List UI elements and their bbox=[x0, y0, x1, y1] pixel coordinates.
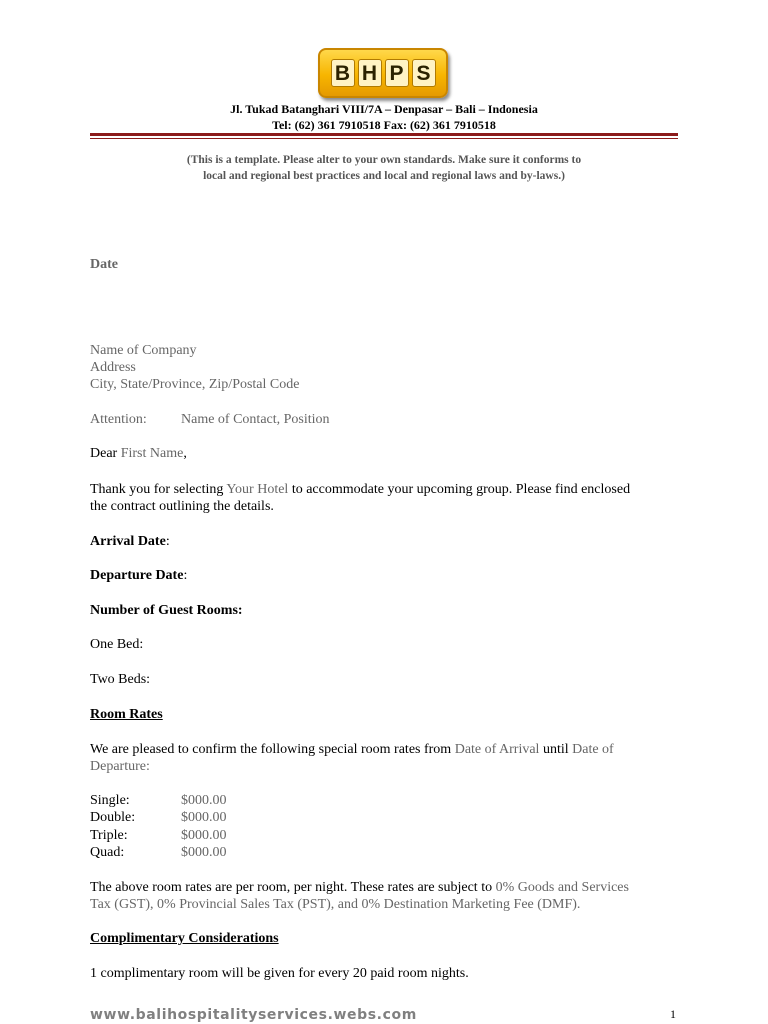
complimentary-heading: Complimentary Considerations bbox=[90, 931, 279, 946]
salutation-prefix: Dear bbox=[90, 446, 121, 461]
header-phone: Tel: (62) 361 7910518 Fax: (62) 361 7910518 bbox=[272, 118, 496, 132]
one-bed: One Bed: bbox=[90, 637, 144, 652]
thanks-text: Thank you for selecting bbox=[90, 482, 227, 497]
tax-paragraph-line1 bbox=[90, 879, 629, 896]
logo-letter: S bbox=[412, 59, 436, 87]
rate-quad-value: $000.00 bbox=[181, 845, 227, 860]
confirm-paragraph-line2: Departure: bbox=[90, 759, 150, 774]
two-beds: Two Beds: bbox=[90, 672, 151, 687]
rate-double-label: Double: bbox=[90, 810, 136, 825]
logo-letter: H bbox=[358, 59, 382, 87]
page-number: 1 bbox=[670, 1007, 676, 1021]
rate-double-value: $000.00 bbox=[181, 810, 227, 825]
template-note-line2: local and regional best practices and local and regional laws and by-laws.) bbox=[203, 170, 565, 182]
attention-value: Name of Contact, Position bbox=[181, 412, 330, 427]
tax-text: The above room rates are per room, per night. These rates are subject to bbox=[90, 880, 496, 895]
company-name: Name of Company bbox=[90, 343, 197, 358]
tax-placeholder: 0% Goods and Services bbox=[495, 880, 629, 895]
footer-url: www.balihospitalityservices.webs.com bbox=[90, 1007, 417, 1023]
rate-single-value: $000.00 bbox=[181, 793, 227, 808]
thanks-paragraph-line1 bbox=[90, 481, 630, 498]
logo-letter: B bbox=[331, 59, 355, 87]
complimentary-text: 1 complimentary room will be given for every 20 paid room nights. bbox=[90, 966, 469, 981]
header-address: Jl. Tukad Batanghari VIII/7A – Denpasar – Bali – Indonesia bbox=[230, 102, 538, 116]
attention-label: Attention: bbox=[90, 412, 147, 427]
confirm-text: We are pleased to confirm the following special room rates from bbox=[90, 742, 455, 757]
rate-triple-label: Triple: bbox=[90, 828, 128, 843]
guest-rooms-heading: Number of Guest Rooms: bbox=[90, 603, 243, 618]
logo-letter: P bbox=[385, 59, 409, 87]
confirm-paragraph-line1 bbox=[90, 741, 614, 758]
arrival-date bbox=[90, 533, 170, 550]
arrival-placeholder: Date of Arrival bbox=[454, 742, 540, 757]
departure-placeholder: Date of bbox=[572, 742, 614, 757]
header-rule-thin bbox=[90, 138, 678, 139]
room-rates-heading: Room Rates bbox=[90, 707, 163, 722]
arrival-colon: : bbox=[165, 534, 170, 549]
confirm-text: until bbox=[539, 742, 573, 757]
header-rule bbox=[90, 133, 678, 136]
template-note-line1: (This is a template. Please alter to your own standards. Make sure it conforms to bbox=[186, 154, 582, 166]
company-address: Address bbox=[90, 360, 136, 375]
departure-label: Departure Date bbox=[90, 568, 184, 583]
departure-colon: : bbox=[183, 568, 188, 583]
salutation-suffix: , bbox=[183, 446, 187, 461]
thanks-paragraph-line2: the contract outlining the details. bbox=[90, 499, 274, 514]
salutation-name: First Name bbox=[120, 446, 184, 461]
arrival-label: Arrival Date bbox=[90, 534, 166, 549]
rate-quad-label: Quad: bbox=[90, 845, 125, 860]
company-city: City, State/Province, Zip/Postal Code bbox=[90, 377, 300, 392]
bhps-logo bbox=[318, 48, 448, 98]
rate-triple-value: $000.00 bbox=[181, 828, 227, 843]
hotel-name: Your Hotel bbox=[226, 482, 289, 497]
date-label: Date bbox=[90, 257, 118, 272]
departure-date bbox=[90, 567, 187, 584]
thanks-text: to accommodate your upcoming group. Please find enclosed bbox=[288, 482, 631, 497]
tax-paragraph-line2: Tax (GST), 0% Provincial Sales Tax (PST), and 0% Destination Marketing Fee (DMF). bbox=[90, 897, 581, 912]
salutation bbox=[90, 445, 187, 462]
rate-single-label: Single: bbox=[90, 793, 130, 808]
